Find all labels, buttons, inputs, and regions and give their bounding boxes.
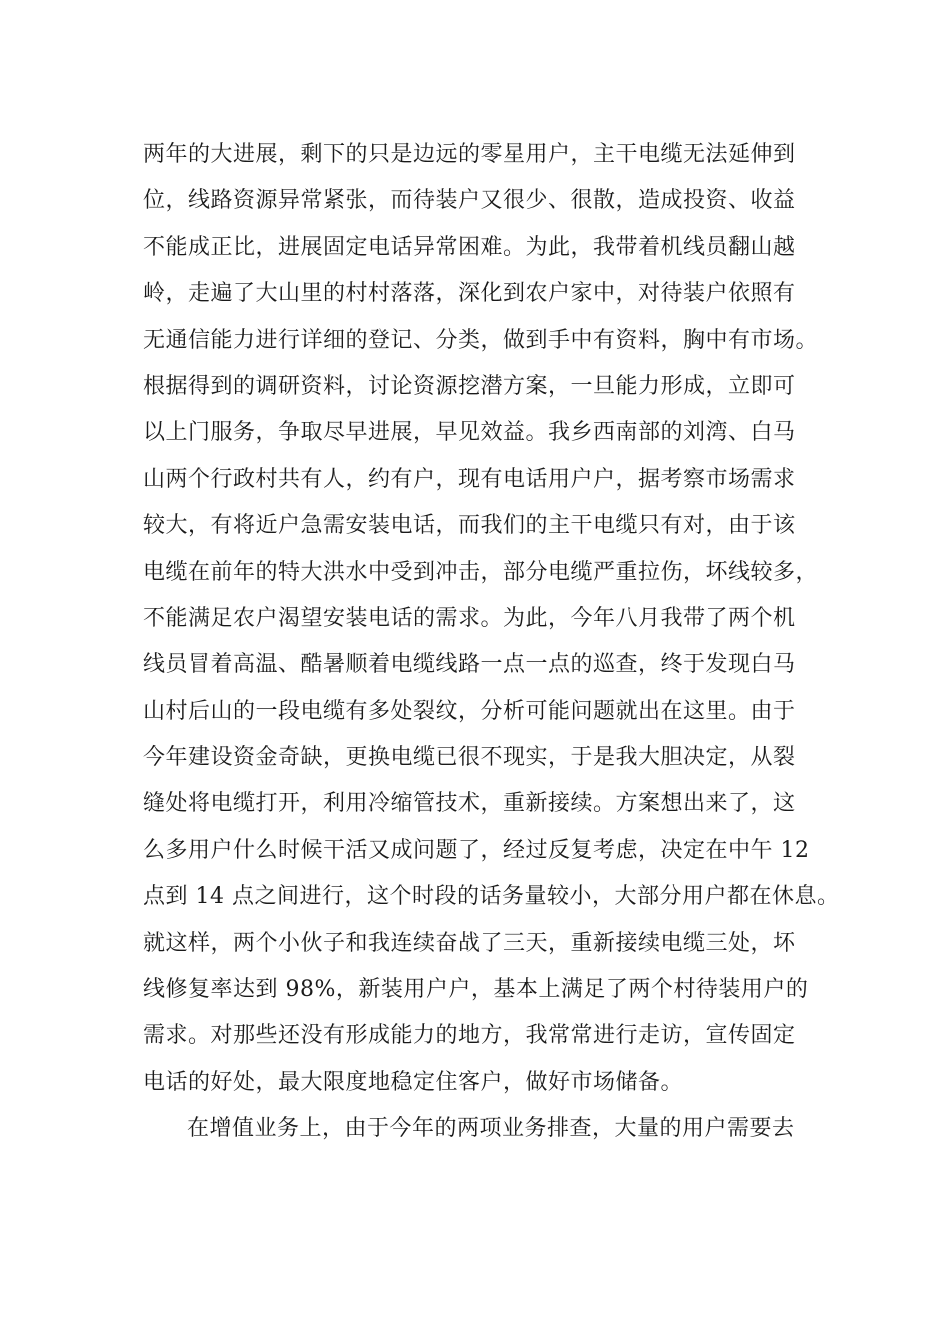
text-line: 山两个行政村共有人，约有户，现有电话用户户，据考察市场需求: [143, 466, 796, 492]
text-line: 两年的大进展，剩下的只是边远的零星用户，主干电缆无法延伸到: [143, 142, 796, 167]
text-line: 电话的好处，最大限度地稳定住客户，做好市场储备。: [143, 1069, 684, 1095]
text-line: 根据得到的调研资料，讨论资源挖潜方案，一旦能力形成，立即可: [143, 373, 796, 399]
paragraph-start-line: 在增值业务上，由于今年的两项业务排查，大量的用户需要去: [187, 1116, 795, 1142]
text-line: 点到 14 点之间进行，这个时段的话务量较小，大部分用户都在休息。: [143, 884, 840, 910]
text-line: 山村后山的一段电缆有多处裂纹，分析可能问题就出在这里。由于: [143, 698, 796, 724]
text-line: 以上门服务，争取尽早进展，早见效益。我乡西南部的刘湾、白马: [143, 420, 796, 446]
text-line: 较大，有将近户急需安装电话，而我们的主干电缆只有对，由于该: [143, 513, 796, 539]
text-line: 今年建设资金奇缺，更换电缆已很不现实，于是我大胆决定，从裂: [143, 745, 796, 771]
body-text: [143, 132, 840, 1153]
text-line: 不能成正比，进展固定电话异常困难。为此，我带着机线员翻山越: [143, 234, 796, 260]
text-line: 么多用户什么时候干活又成问题了，经过反复考虑，决定在中午 12: [143, 837, 810, 863]
text-line: 岭，走遍了大山里的村村落落，深化到农户家中，对待装户依照有: [143, 281, 796, 307]
text-line: 位，线路资源异常紧张，而待装户又很少、很散，造成投资、收益: [143, 188, 796, 214]
text-line: 不能满足农户渴望安装电话的需求。为此，今年八月我带了两个机: [143, 605, 796, 631]
text-line: 无通信能力进行详细的登记、分类，做到手中有资料，胸中有市场。: [143, 327, 819, 353]
text-line: 就这样，两个小伙子和我连续奋战了三天，重新接续电缆三处，坏: [143, 930, 796, 956]
text-line: 电缆在前年的特大洪水中受到冲击，部分电缆严重拉伤，坏线较多，: [143, 559, 819, 585]
text-line: 线员冒着高温、酷暑顺着电缆线路一点一点的巡查，终于发现白马: [143, 652, 796, 678]
text-line: 缝处将电缆打开，利用冷缩管技术，重新接续。方案想出来了，这: [143, 791, 796, 817]
text-line: 线修复率达到 98%，新装用户户，基本上满足了两个村待装用户的: [143, 977, 809, 1003]
text-line: 需求。对那些还没有形成能力的地方，我常常进行走访，宣传固定: [143, 1023, 796, 1049]
